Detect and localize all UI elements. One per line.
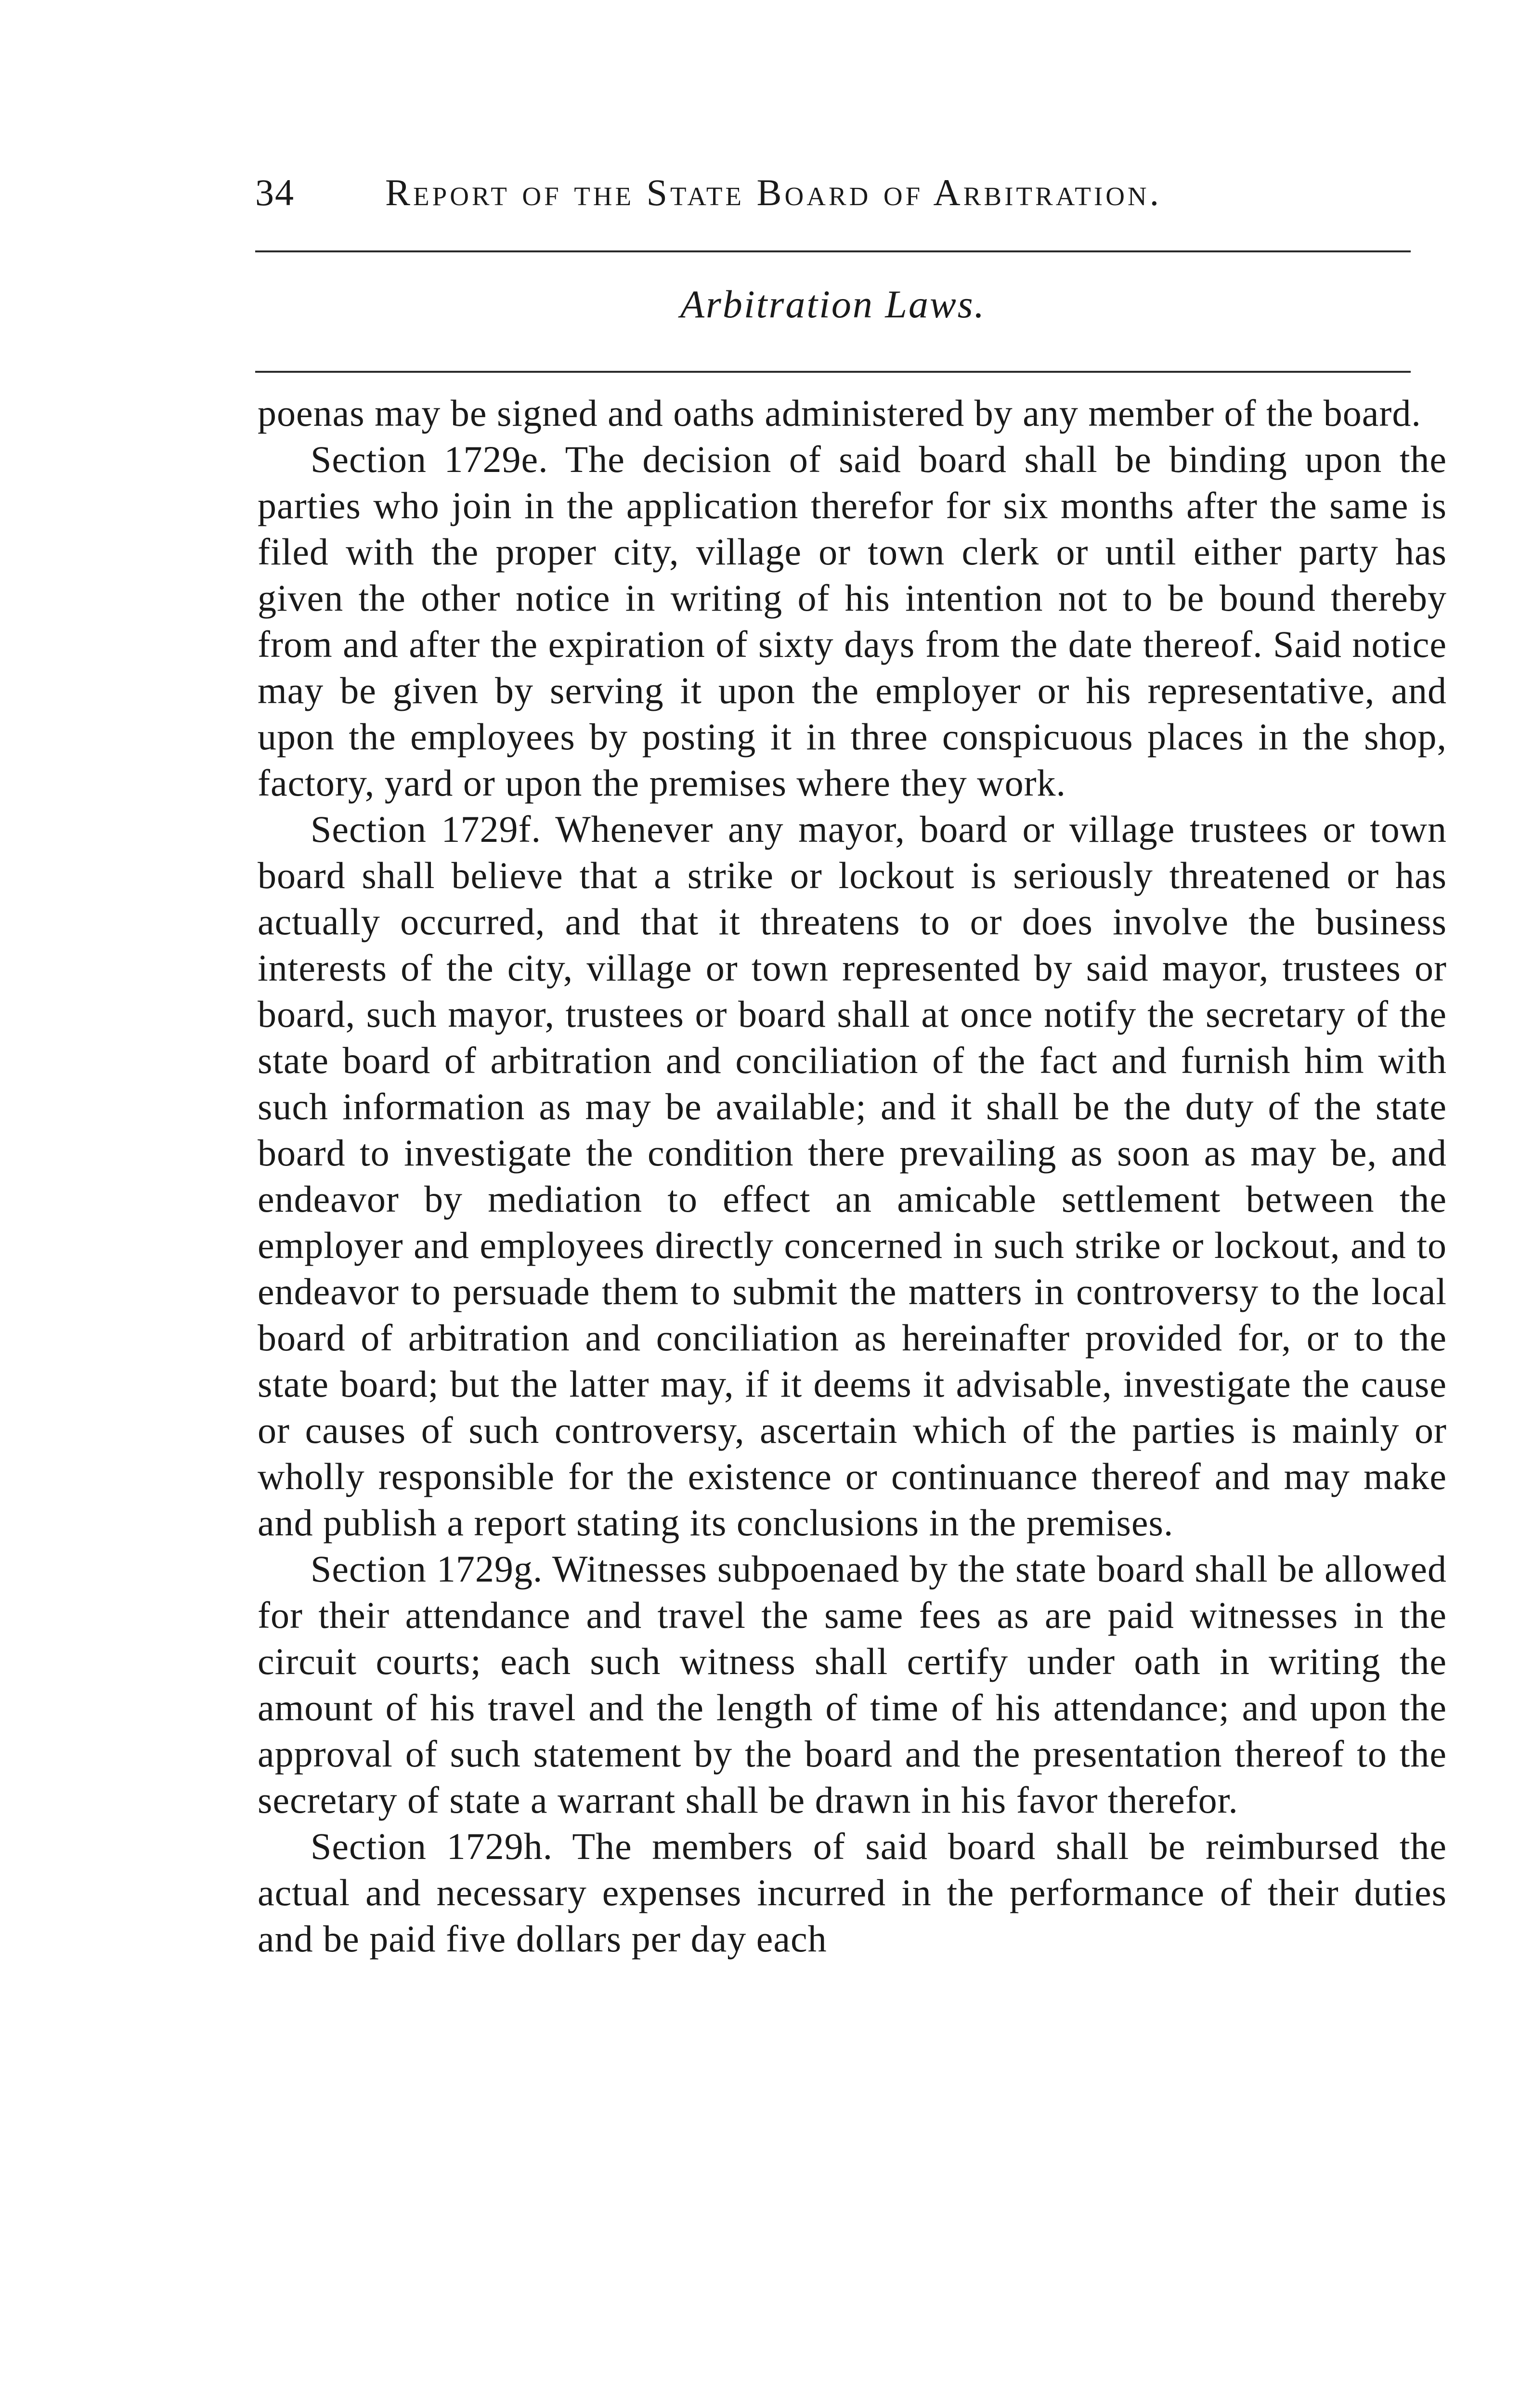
running-title: Report of the State Board of Arbitration.	[385, 171, 1162, 213]
section-heading: Arbitration Laws.	[680, 282, 986, 326]
body-text	[258, 390, 1447, 1962]
page-header	[255, 171, 1435, 229]
page-number: 34	[255, 171, 295, 213]
paragraph-section-1729e: Section 1729e. The decision of said board shall be binding upon the parties who join in the application therefor for six months after the same is filed with the proper city, village or town clerk or until either party has given the other notice in writing of his intention not to be bound thereby from and after the expiration of sixty days from the date thereof. Said notice may be given by serving it upon the employer or his representative, and upon the employees by posting it in three conspicuous places in the shop, factory, yard or upon the premises where they work.	[258, 438, 1447, 804]
header-rule-top	[255, 250, 1411, 252]
paragraph-continuation: poenas may be signed and oaths administered by any member of the board.	[258, 392, 1421, 434]
paragraph-section-1729h: Section 1729h. The members of said board shall be reimbursed the actual and necessary expenses incurred in the performance of their duties and be paid five dollars per day each	[258, 1825, 1447, 1960]
paragraph-section-1729f: Section 1729f. Whenever any mayor, board or village trustees or town board shall believe that a strike or lockout is seriously threatened or has actually occurred, and that it threatens to or does involve the business interests of the city, village or town represented by said mayor, trustees or board, such mayor, trustees or board shall at once notify the secretary of the state board of arbitration and conciliation of the fact and furnish him with such information as may be available; and it shall be the duty of the state board to investigate the condition there prevailing as soon as may be, and endeavor by mediation to effect an amicable settlement between the employer and employees directly concerned in such strike or lockout, and to endeavor to persuade them to submit the matters in controversy to the local board of arbitration and conciliation as hereinafter provided for, or to the state board; but the latter may, if it deems it advisable, investigate the cause or causes of such controversy, ascertain which of the parties is mainly or wholly responsible for the existence or continuance thereof and may make and publish a report stating its conclusions in the premises.	[258, 808, 1447, 1544]
header-rule-bottom	[255, 371, 1411, 373]
paragraph-section-1729g: Section 1729g. Witnesses subpoenaed by the state board shall be allowed for their attendance and travel the same fees as are paid witnesses in the circuit courts; each such witness shall certify under oath in writing the amount of his travel and the length of time of his attendance; and upon the approval of such statement by the board and the presentation thereof to the secretary of state a warrant shall be drawn in his favor therefor.	[258, 1548, 1447, 1821]
